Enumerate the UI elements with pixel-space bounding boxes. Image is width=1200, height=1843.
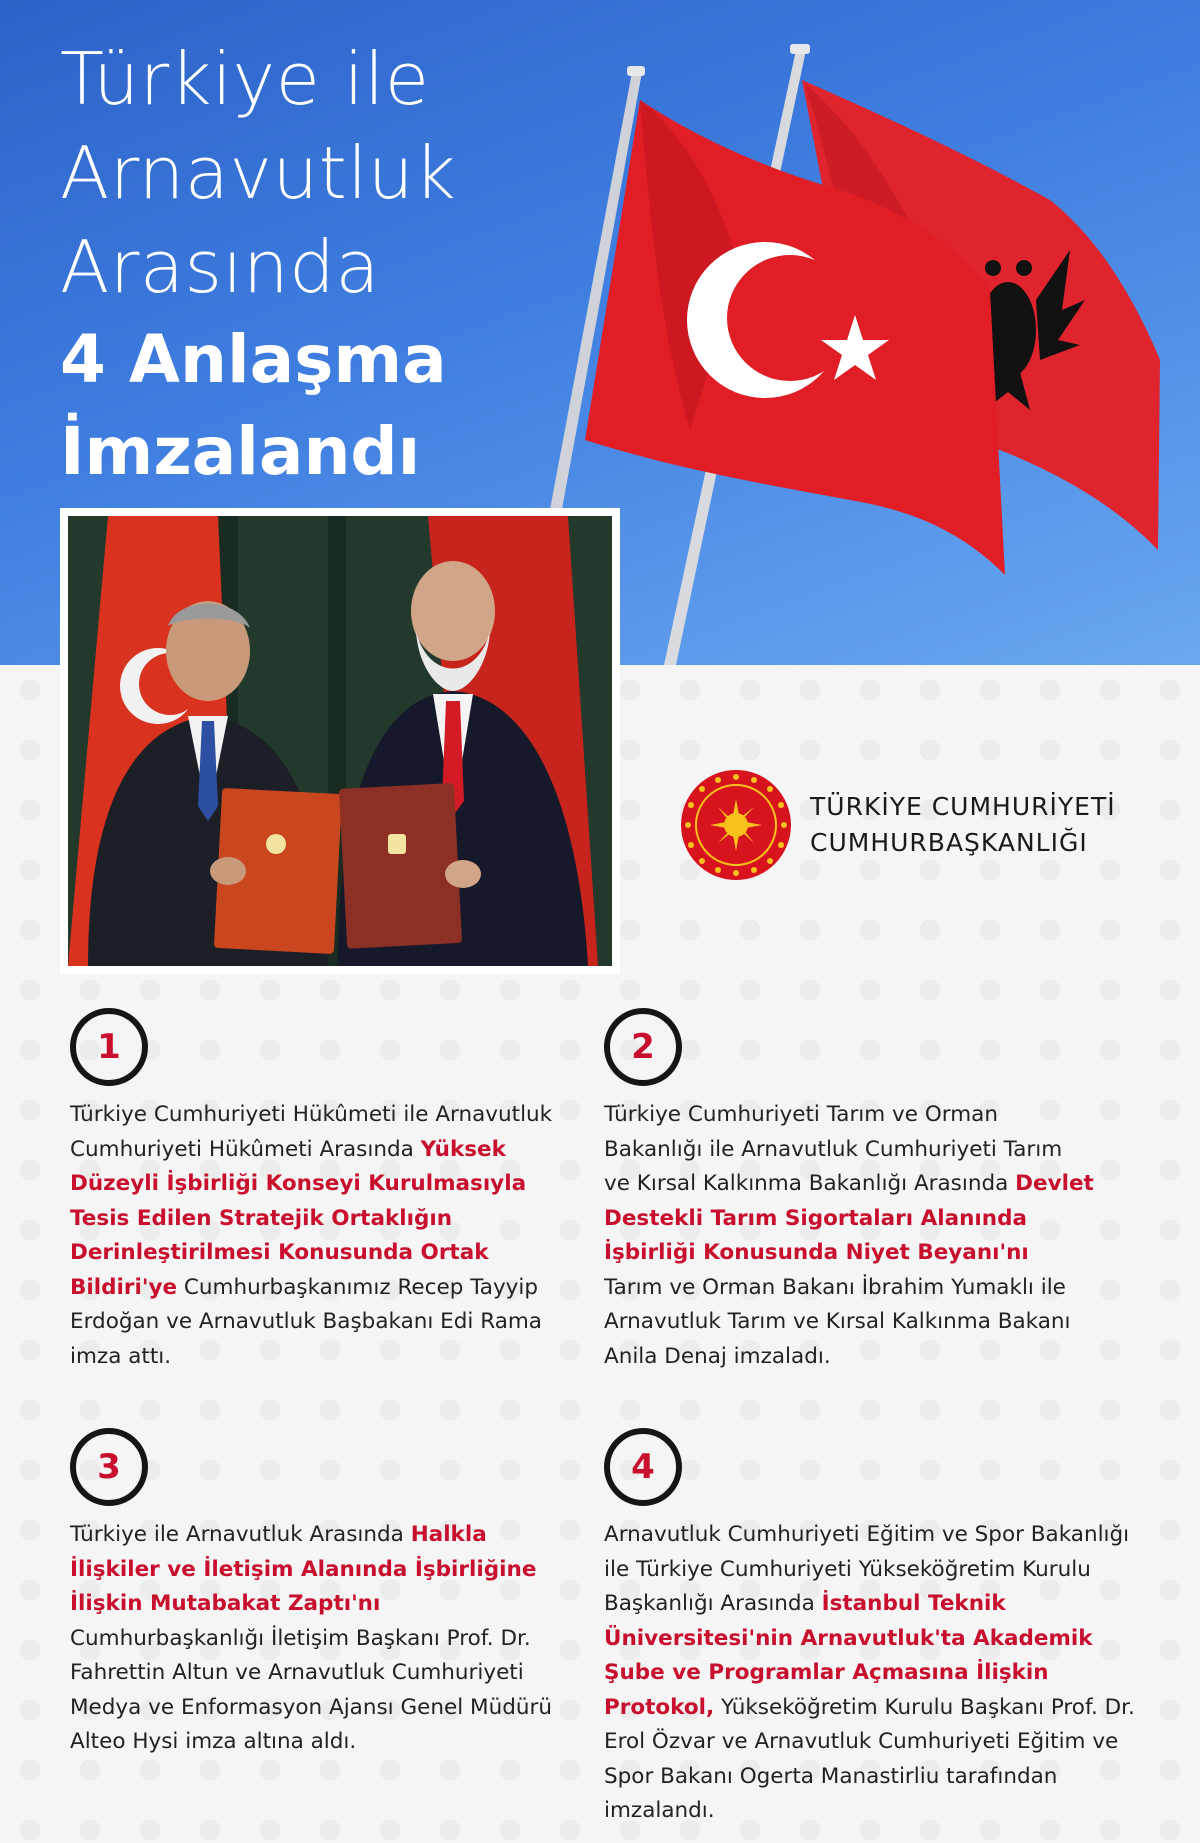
agreement-number-badge: 2 bbox=[604, 1008, 682, 1086]
agreement-text-post: Cumhurbaşkanlığı İletişim Başkanı Prof. Dr. Fahrettin Altun ve Arnavutluk Cumhuriyeti Medya ve Enformasyon Ajansı Genel Müdürü Alteo Hysi imza altına aldı. bbox=[70, 1625, 552, 1754]
agreement-text bbox=[70, 1518, 560, 1760]
agreement-text-post: Yükseköğretim Kurulu Başkanı Prof. Dr. Erol Özvar ve Arnavutluk Cumhuriyeti Eğitim ve Spor Bakanı Ogerta Manastirliu tarafından imzalandı. bbox=[604, 1694, 1135, 1823]
signing-photo bbox=[68, 516, 612, 966]
agreement-item-3 bbox=[70, 1428, 560, 1760]
agreement-text bbox=[604, 1098, 1094, 1374]
agreement-text-highlight: Devlet Destekli Tarım Sigortaları Alanında İşbirliği Konusunda Niyet Beyanı'nı bbox=[604, 1171, 1094, 1265]
signing-photo-illustration bbox=[68, 516, 612, 966]
agreement-item-1 bbox=[70, 1008, 560, 1374]
headline-line-3: Arasında bbox=[60, 225, 380, 309]
agreement-text bbox=[604, 1518, 1149, 1829]
agreement-number-badge: 3 bbox=[70, 1428, 148, 1506]
agreement-text-highlight: Halkla İlişkiler ve İletişim Alanında İşbirliğine İlişkin Mutabakat Zaptı'nı bbox=[70, 1522, 537, 1616]
institution-name bbox=[810, 789, 1116, 861]
headline bbox=[60, 32, 456, 498]
signing-photo-frame bbox=[60, 508, 620, 974]
agreement-text-post: Tarım ve Orman Bakanı İbrahim Yumaklı ile Arnavutluk Tarım ve Kırsal Kalkınma Bakanı Anila Denaj imzaladı. bbox=[604, 1274, 1071, 1369]
agreement-text-pre: Arnavutluk Cumhuriyeti Eğitim ve Spor Bakanlığı ile Türkiye Cumhuriyeti Yükseköğretim Kurulu Başkanlığı Arasında bbox=[604, 1522, 1130, 1616]
headline-line-4: 4 Anlaşma bbox=[60, 321, 447, 398]
agreement-text bbox=[70, 1098, 560, 1374]
presidency-logo bbox=[680, 765, 1140, 885]
agreement-text-pre: Türkiye ile Arnavutluk Arasında bbox=[70, 1522, 411, 1547]
agreement-text-post: Cumhurbaşkanımız Recep Tayyip Erdoğan ve Arnavutluk Başbakanı Edi Rama imza attı. bbox=[70, 1274, 542, 1369]
headline-line-1: Türkiye ile bbox=[60, 37, 430, 121]
headline-line-5: İmzalandı bbox=[60, 413, 421, 490]
agreement-number-badge: 1 bbox=[70, 1008, 148, 1086]
headline-line-2: Arnavutluk bbox=[60, 131, 457, 215]
agreement-text-pre: Türkiye Cumhuriyeti Hükûmeti ile Arnavutluk Cumhuriyeti Hükûmeti Arasında bbox=[70, 1102, 553, 1162]
presidential-seal-icon bbox=[680, 769, 792, 881]
institution-line-2: CUMHURBAŞKANLIĞI bbox=[810, 828, 1088, 857]
institution-line-1: TÜRKİYE CUMHURİYETİ bbox=[810, 792, 1116, 821]
agreement-item-4 bbox=[604, 1428, 1149, 1829]
agreement-text-highlight: Yüksek Düzeyli İşbirliği Konseyi Kurulmasıyla Tesis Edilen Stratejik Ortaklığın Derinleştirilmesi Konusunda Ortak Bildiri'ye bbox=[70, 1136, 527, 1300]
agreement-number-badge: 4 bbox=[604, 1428, 682, 1506]
agreement-text-pre: Türkiye Cumhuriyeti Tarım ve Orman Bakanlığı ile Arnavutluk Cumhuriyeti Tarım ve Kırsal Kalkınma Bakanlığı Arasında bbox=[604, 1102, 1063, 1196]
agreement-item-2 bbox=[604, 1008, 1094, 1374]
agreement-text-highlight: İstanbul Teknik Üniversitesi'nin Arnavutluk'ta Akademik Şube ve Programlar Açmasına İlişkin Protokol, bbox=[604, 1591, 1093, 1720]
